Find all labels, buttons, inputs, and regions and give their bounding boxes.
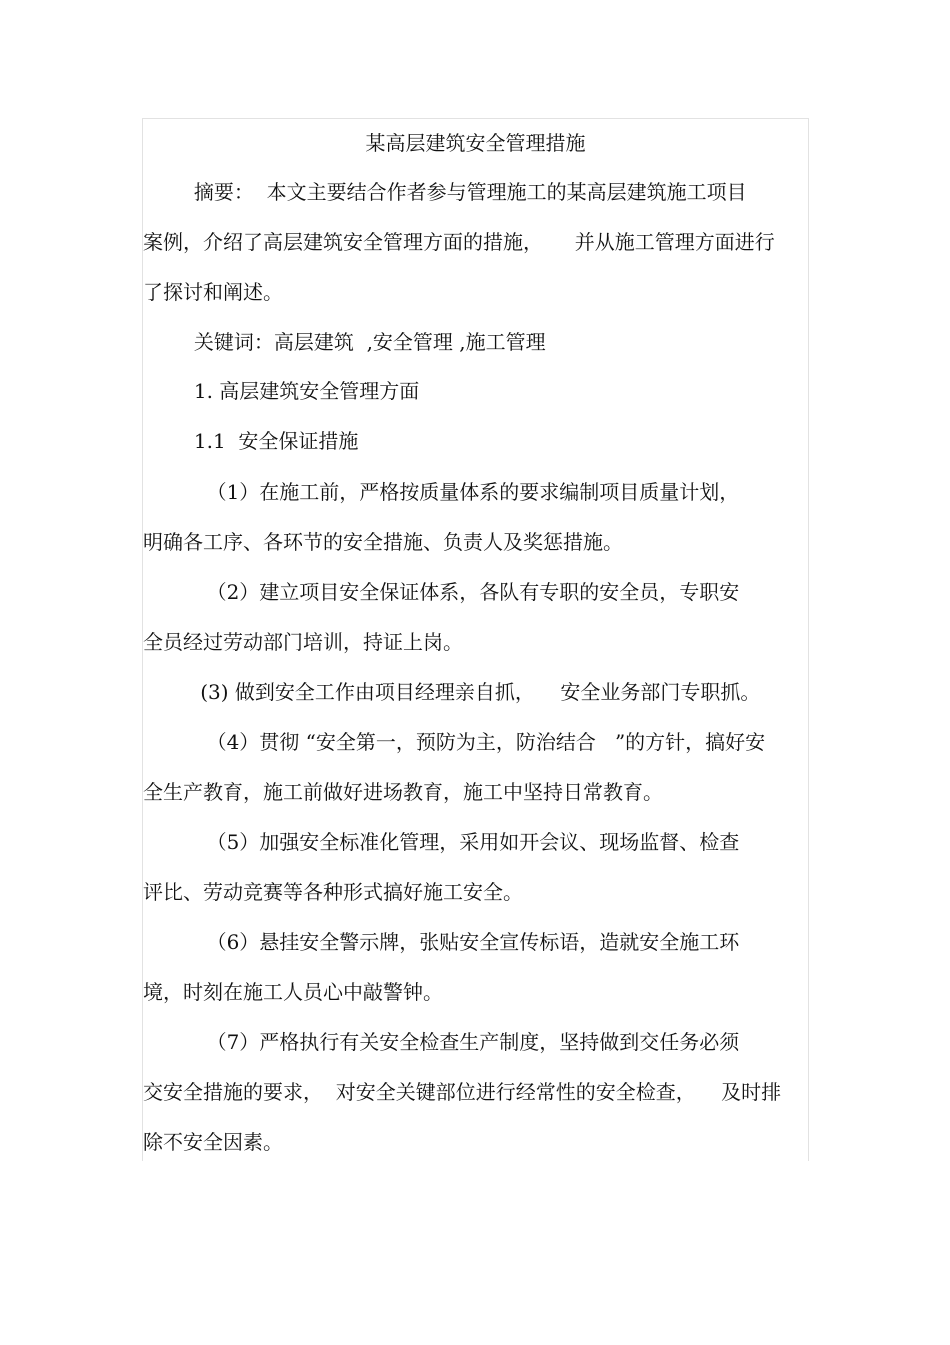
paragraph-line: （2）建立项目安全保证体系，各队有专职的安全员，专职安 <box>143 580 740 604</box>
paragraph-line: (3) 做到安全工作由项目经理亲自抓， 安全业务部门专职抓。 <box>143 680 761 704</box>
section-heading: 1. 高层建筑安全管理方面 <box>143 379 420 403</box>
paragraph-line: （1）在施工前，严格按质量体系的要求编制项目质量计划， <box>143 480 740 504</box>
subsection-heading: 1.1 安全保证措施 <box>143 429 359 453</box>
paragraph-line: 全员经过劳动部门培训，持证上岗。 <box>143 630 463 654</box>
paragraph-line: 境，时刻在施工人员心中敲警钟。 <box>143 980 443 1004</box>
paragraph-line: （7）严格执行有关安全检查生产制度，坚持做到交任务必须 <box>143 1030 740 1054</box>
paragraph-line: （4）贯彻 “安全第一，预防为主，防治结合 ”的方针，搞好安 <box>143 730 766 754</box>
paragraph-line: （5）加强安全标准化管理，采用如开会议、现场监督、检查 <box>143 830 740 854</box>
keywords-line: 关键词：高层建筑 ,安全管理 ,施工管理 <box>143 330 546 354</box>
paragraph-line: 评比、劳动竞赛等各种形式搞好施工安全。 <box>143 880 523 904</box>
document-page <box>142 118 809 1161</box>
paragraph-line: 交安全措施的要求， 对安全关键部位进行经常性的安全检查， 及时排 <box>143 1080 782 1104</box>
paragraph-line: 明确各工序、各环节的安全措施、负责人及奖惩措施。 <box>143 530 623 554</box>
abstract-line-3: 了探讨和阐述。 <box>143 280 283 304</box>
abstract-line-2: 案例，介绍了高层建筑安全管理方面的措施， 并从施工管理方面进行 <box>143 230 775 254</box>
paragraph-line: 除不安全因素。 <box>143 1130 283 1154</box>
abstract-line-1: 摘要： 本文主要结合作者参与管理施工的某高层建筑施工项目 <box>143 180 747 204</box>
paragraph-line: 全生产教育，施工前做好进场教育，施工中坚持日常教育。 <box>143 780 663 804</box>
document-title: 某高层建筑安全管理措施 <box>365 131 586 155</box>
paragraph-line: （6）悬挂安全警示牌，张贴安全宣传标语，造就安全施工环 <box>143 930 740 954</box>
